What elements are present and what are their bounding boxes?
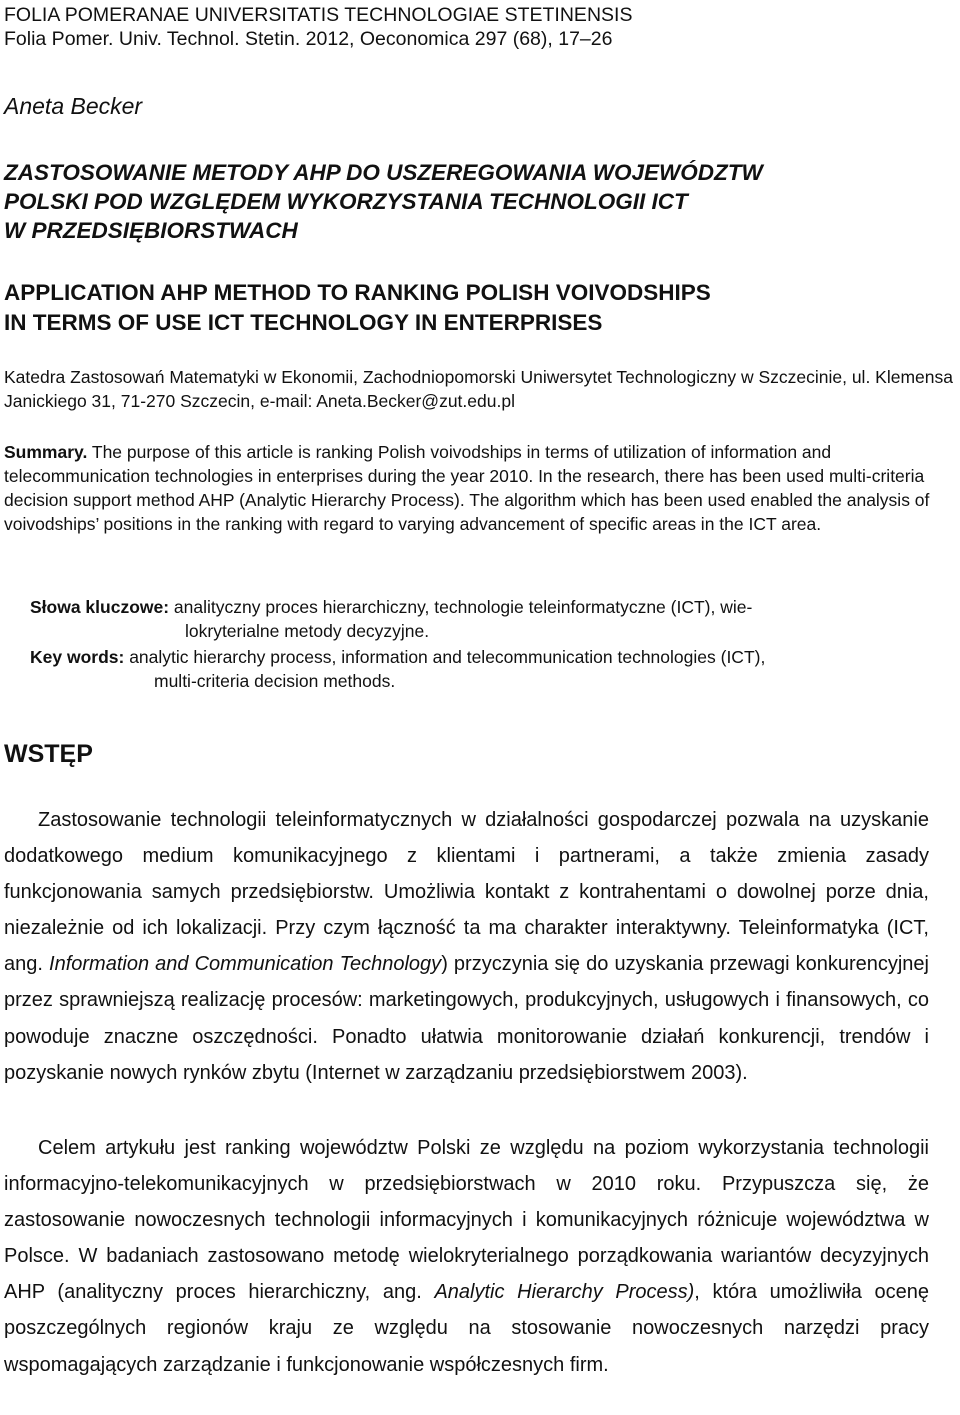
author-affiliation: Katedra Zastosowań Matematyki w Ekonomii, Zachodniopomorski Uniwersytet Technologiczny w Szczecinie, ul. Klemensa Janickiego 31, 71-270 Szczecin, e-mail: Aneta.Becker@zut.edu.pl	[4, 367, 953, 411]
author-name: Aneta Becker	[4, 93, 143, 119]
title-polish-line: W PRZEDSIĘBIORSTWACH	[4, 218, 298, 243]
title-polish-line: ZASTOSOWANIE METODY AHP DO USZEREGOWANIA WOJEWÓDZTW	[4, 160, 763, 185]
paragraph-text: , która umożliwiła ocenę poszczególnych regionów kraju ze względu na stosowanie nowoczesnych narzędzi pracy wspomagających zarządzanie i funkcjonowanie współczesnych firm.	[4, 1281, 929, 1376]
keywords-english-continuation: multi-criteria decision methods.	[154, 671, 396, 691]
keywords-english-label: Key words:	[30, 647, 125, 667]
paragraph-text: Zastosowanie technologii teleinformatycznych w działalności gospodarczej pozwala na uzyskanie dodatkowego medium komunikacyjnego z klientami i partnerami, a także zmienia zasady funkcjonowania samych przedsiębiorstw. Umożliwia kontakt z kontrahentami o dowolnej porze dnia, niezależnie od ich lokalizacji. Przy czym łączność ta ma charakter interaktywny. Teleinformatyka (ICT, ang.	[4, 809, 929, 976]
journal-citation: Folia Pomer. Univ. Technol. Stetin. 2012, Oeconomica 297 (68), 17–26	[4, 28, 613, 50]
keywords-english	[30, 645, 930, 693]
section-heading: WSTĘP	[4, 740, 93, 768]
paragraph-italic-term: Analytic Hierarchy Process)	[434, 1281, 695, 1304]
abstract	[4, 440, 934, 536]
title-english	[4, 278, 711, 338]
keywords-polish	[30, 595, 930, 643]
title-english-line: APPLICATION AHP METHOD TO RANKING POLISH VOIVODSHIPS	[4, 280, 711, 305]
abstract-text: The purpose of this article is ranking Polish voivodships in terms of utilization of information and telecommunication technologies in enterprises during the year 2010. In the research, there has been used multi-criteria decision support method AHP (Analytic Hierarchy Process). The algorithm which has been used enabled the analysis of voivodships’ positions in the ranking with regard to varying advancement of specific areas in the ICT area.	[4, 442, 930, 534]
keywords-polish-text: analityczny proces hierarchiczny, technologie teleinformatyczne (ICT), wie-	[169, 597, 753, 617]
keywords-english-text: analytic hierarchy process, information and telecommunication technologies (ICT),	[124, 647, 766, 667]
journal-name: FOLIA POMERANAE UNIVERSITATIS TECHNOLOGIAE STETINENSIS	[4, 4, 633, 26]
title-polish	[4, 158, 763, 245]
keywords-polish-label: Słowa kluczowe:	[30, 597, 170, 617]
abstract-label: Summary.	[4, 442, 88, 462]
title-english-line: IN TERMS OF USE ICT TECHNOLOGY IN ENTERPRISES	[4, 310, 603, 335]
paragraph-text: Celem artykułu jest ranking województw Polski ze względu na poziom wykorzystania technologii informacyjno-telekomunikacyjnych w przedsiębiorstwach w 2010 roku. Przypuszcza się, że zastosowanie nowoczesnych technologii informacyjnych i komunikacyjnych różnicuje województwa w Polsce. W badaniach zastosowano metodę wielokryterialnego porządkowania wariantów decyzyjnych AHP (analityczny proces hierarchiczny, ang.	[4, 1137, 929, 1304]
keywords-polish-continuation: lokryterialne metody decyzyjne.	[185, 621, 430, 641]
paragraph-text: ) przyczynia się do uzyskania przewagi konkurencyjnej przez sprawniejszą realizację procesów: marketingowych, produkcyjnych, usługowych i finansowych, co powoduje znaczne oszczędności. Ponadto ułatwia monitorowanie działań konkurencji, trendów i pozyskanie nowych rynków zbytu (Internet w zarządzaniu przedsiębiorstwem 2003).	[4, 953, 929, 1084]
paragraph-italic-term: Information and Communication Technology	[49, 953, 442, 976]
title-polish-line: POLSKI POD WZGLĘDEM WYKORZYSTANIA TECHNOLOGII ICT	[4, 189, 688, 214]
body-paragraph	[4, 1130, 929, 1383]
body-paragraph	[4, 802, 929, 1091]
